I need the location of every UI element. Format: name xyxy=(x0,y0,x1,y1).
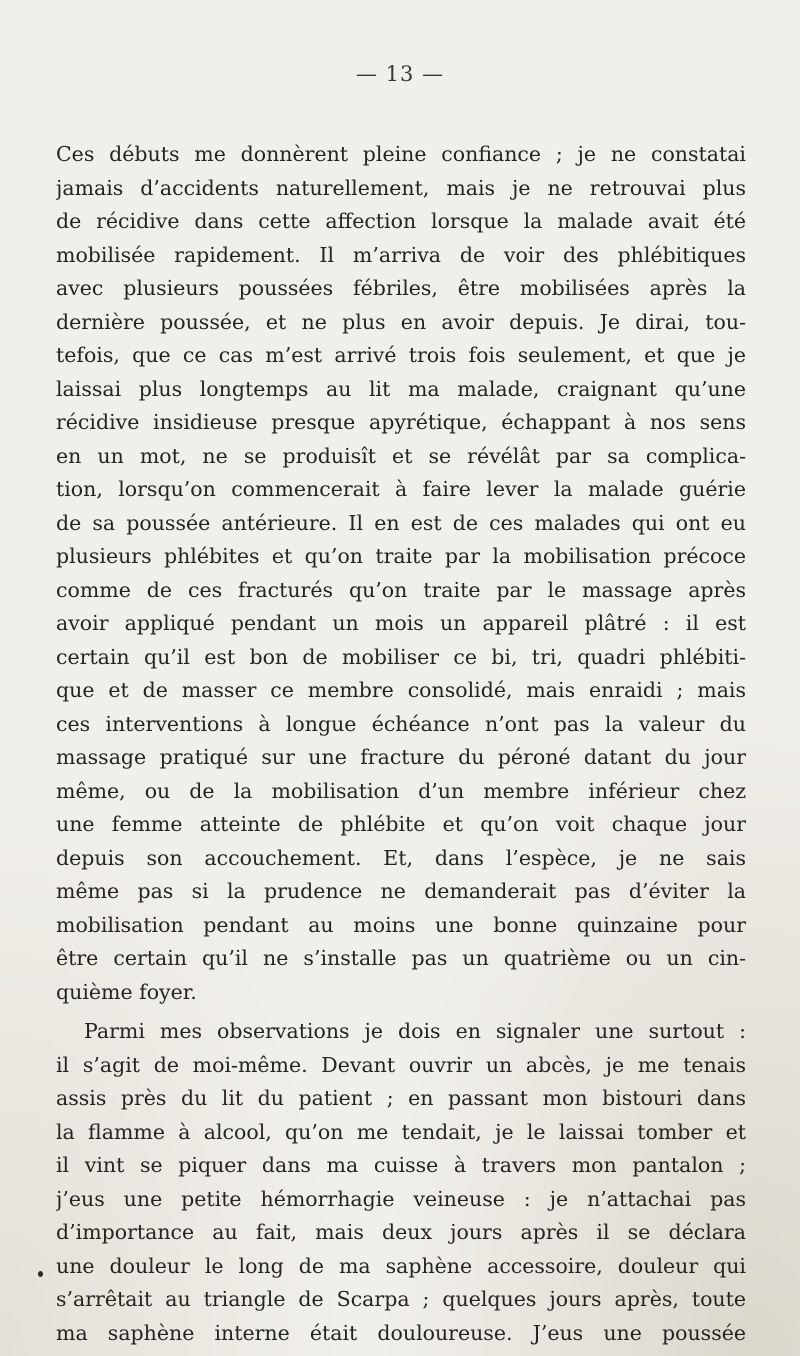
text-line: certain qu’il est bon de mobiliser ce bi, tri, quadri phlébiti- xyxy=(56,644,746,669)
text-line: d’importance au fait, mais deux jours après il se déclara xyxy=(56,1220,746,1244)
text-line: en un mot, ne se produisît et se révélât par sa complica- xyxy=(56,443,746,468)
text-line: massage pratiqué sur une fracture du péroné datant du jour xyxy=(56,745,746,769)
text-line: comme de ces fracturés qu’on traite par le massage après xyxy=(56,577,746,602)
text-line: même, ou de la mobilisation d’un membre inférieur chez xyxy=(56,778,746,803)
text-line: ces interventions à longue échéance n’ont pas la valeur du xyxy=(56,711,746,736)
text-line: être certain qu’il ne s’installe pas un quatrième ou un cin- xyxy=(56,946,746,970)
text-line: même pas si la prudence ne demanderait pas d’éviter la xyxy=(56,879,746,903)
text-line: de sa poussée antérieure. Il en est de ces malades qui ont eu xyxy=(56,510,746,535)
ink-speck xyxy=(38,1271,43,1277)
text-line: s’arrêtait au triangle de Scarpa ; quelques jours après, toute xyxy=(56,1287,746,1311)
text-line: il s’agit de moi-même. Devant ouvrir un abcès, je me tenais xyxy=(56,1052,746,1077)
text-line: assis près du lit du patient ; en passant mon bistouri dans xyxy=(56,1086,746,1110)
paragraph-2 xyxy=(56,1015,746,1350)
text-line: laissai plus longtemps au lit ma malade, craignant qu’une xyxy=(56,376,746,401)
body-text xyxy=(56,138,746,1350)
text-line: tefois, que ce cas m’est arrivé trois fois seulement, et que je xyxy=(56,343,746,367)
text-line: avec plusieurs poussées fébriles, être mobilisées après la xyxy=(56,276,746,300)
text-line: Ces débuts me donnèrent pleine confiance ; je ne constatai xyxy=(56,142,746,166)
text-line: récidive insidieuse presque apyrétique, échappant à nos sens xyxy=(56,410,746,434)
text-line: dernière poussée, et ne plus en avoir depuis. Je dirai, tou- xyxy=(56,309,746,334)
text-line: j’eus une petite hémorrhagie veineuse : je n’attachai pas xyxy=(56,1186,746,1211)
text-line: avoir appliqué pendant un mois un appareil plâtré : il est xyxy=(56,611,746,635)
text-line: il vint se piquer dans ma cuisse à travers mon pantalon ; xyxy=(56,1153,746,1177)
text-line: quième foyer. xyxy=(56,979,197,1004)
text-line: que et de masser ce membre consolidé, mais enraidi ; mais xyxy=(56,678,746,702)
text-line: tion, lorsqu’on commencerait à faire lever la malade guérie xyxy=(56,477,746,501)
text-line: ma saphène interne était douloureuse. J’eus une poussée xyxy=(56,1320,746,1345)
text-line: la flamme à alcool, qu’on me tendait, je le laissai tomber et xyxy=(56,1119,746,1144)
text-line: une douleur le long de ma saphène accessoire, douleur qui xyxy=(56,1253,746,1278)
page-number: — 13 — xyxy=(355,62,445,86)
text-line: plusieurs phlébites et qu’on traite par la mobilisation précoce xyxy=(56,544,746,568)
text-line: de récidive dans cette affection lorsque la malade avait été xyxy=(56,209,746,233)
paragraph-1 xyxy=(56,138,746,1009)
text-line: jamais d’accidents naturellement, mais je ne retrouvai plus xyxy=(56,175,746,200)
text-line: depuis son accouchement. Et, dans l’espèce, je ne sais xyxy=(56,845,746,870)
text-line: Parmi mes observations je dois en signaler une surtout : xyxy=(84,1019,746,1043)
text-line: mobilisation pendant au moins une bonne quinzaine pour xyxy=(56,912,746,937)
text-line: une femme atteinte de phlébite et qu’on voit chaque jour xyxy=(56,812,746,836)
text-line: mobilisée rapidement. Il m’arriva de voir des phlébitiques xyxy=(56,242,746,267)
